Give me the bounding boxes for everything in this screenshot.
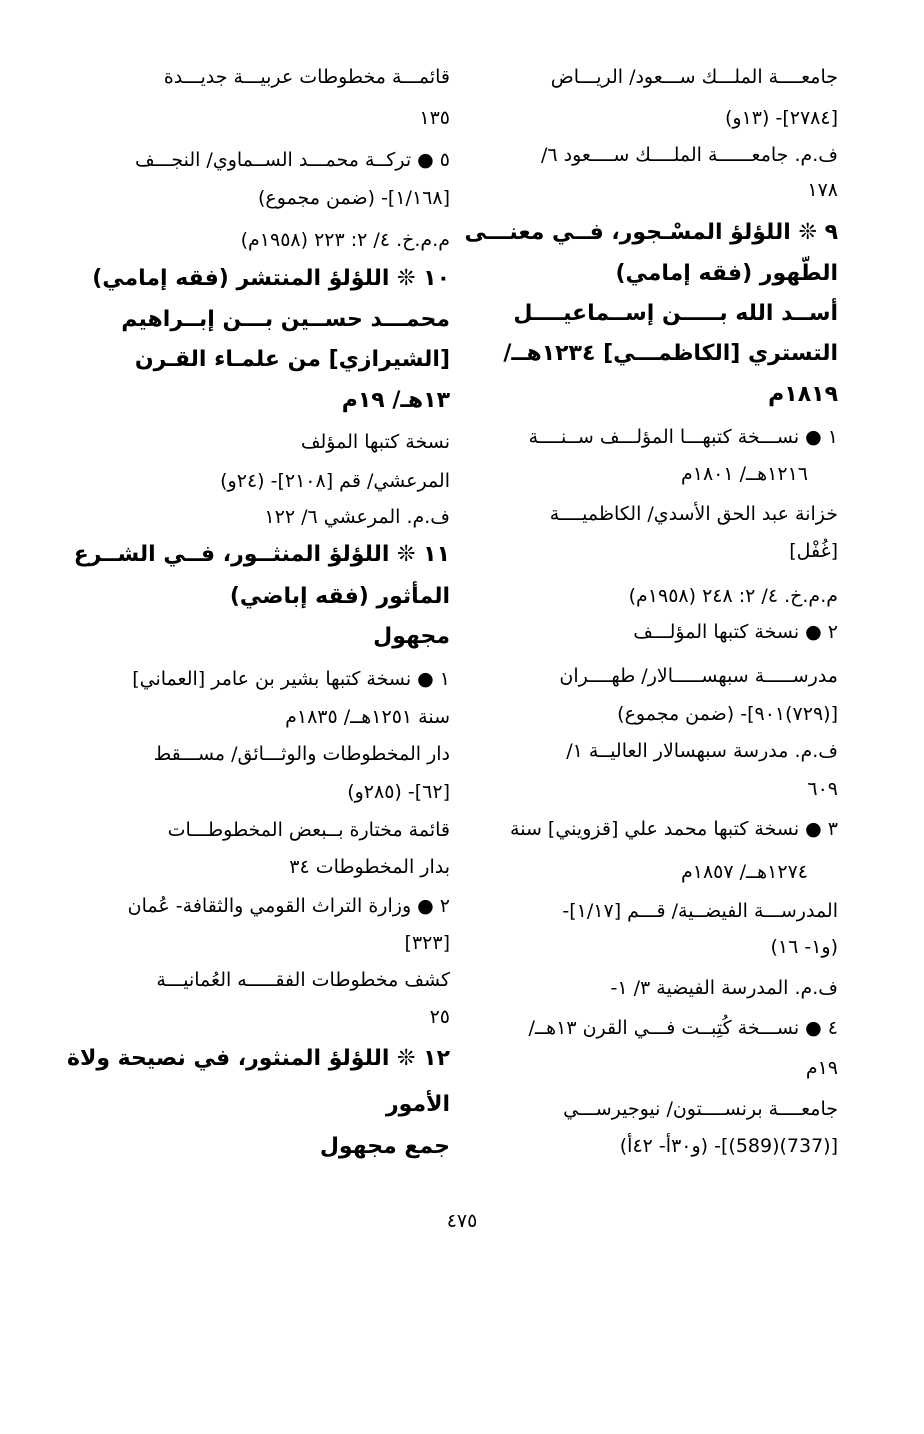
entry-heading: الأمور (385, 1092, 450, 1117)
entry-heading: مجهول (373, 624, 450, 649)
text-line: ف.م. المرعشي ٦/ ١٢٢ (264, 506, 450, 528)
entry-heading: ٩ ❊ اللؤلؤ المسْـجور، فــي معنـــى (464, 220, 838, 245)
right-column (464, 0, 838, 1200)
entry-heading: ١٠ ❊ اللؤلؤ المنتشر (فقه إمامي) (92, 266, 450, 291)
entry-heading: ١٢ ❊ اللؤلؤ المنثور، في نصيحة ولاة (66, 1046, 450, 1071)
entry-heading: جمع مجهول (319, 1134, 450, 1159)
text-line: قائمـــة مخطوطات عربيـــة جديـــدة (163, 66, 450, 88)
entry-heading: أســد الله بـــــن إســماعيــــل (513, 301, 838, 326)
text-line: سنة ١٢٥١هــ/ ١٨٣٥م (285, 706, 450, 728)
entry-heading: التستري [الكاظمـــي] ١٢٣٤هــ/ (503, 341, 838, 366)
text-line: جامعــــة برنســــتون/ نيوجيرســـي (563, 1098, 838, 1120)
text-line: ٢٥ (429, 1006, 450, 1028)
entry-heading: الطّهور (فقه إمامي) (615, 261, 838, 286)
entry-heading: ١٣هـ/ ١٩م (341, 388, 450, 413)
text-line: بدار المخطوطات ٣٤ (289, 856, 450, 878)
text-line: ١ ● نسخة كتبها بشير بن عامر [العماني] (132, 668, 450, 690)
text-line: نسخة كتبها المؤلف (300, 431, 450, 453)
entry-heading: ١٨١٩م (768, 382, 838, 407)
left-column (66, 0, 450, 1200)
text-line: [١/١٦٨]- (ضمن مجموع) (258, 187, 450, 209)
text-line: ١ ● نســـخة كتبهـــا المؤلـــف ســنــــة (528, 426, 838, 448)
text-line: م.م.خ. ٤/ ٢: ٢٢٣ (١٩٥٨م) (240, 229, 450, 251)
text-line: المرعشي/ قم [٢١٠٨]- (٢٤و) (220, 470, 450, 492)
text-line: [غُفْل] (789, 540, 838, 562)
text-line: خزانة عبد الحق الأسدي/ الكاظميــــة (549, 503, 838, 525)
text-line: (و١- ١٦) (770, 936, 838, 958)
text-line: كشف مخطوطات الفقـــــه العُمانيـــة (156, 969, 450, 991)
text-line: مدرســـــة سبهســـــالار/ طهــــران (559, 665, 838, 687)
text-line: ١٧٨ (807, 179, 838, 201)
text-line: ف.م. مدرسة سبهسالار العاليــة ١/ (566, 740, 838, 762)
text-line: [٢٧٨٤]- (١٣و) (725, 107, 838, 129)
page-number: ٤٧٥ (446, 1210, 478, 1232)
text-line: ف.م. جامعــــــة الملــــك ســــعود ٦/ (540, 144, 838, 166)
entry-heading: محمـــد حســين بـــن إبــراهيم (121, 307, 450, 332)
text-line: ٢ ● وزارة التراث القومي والثقافة- عُمان (127, 895, 450, 917)
entry-heading: ١١ ❊ اللؤلؤ المنثــور، فــي الشــرع (73, 542, 450, 567)
text-line: ١٩م (805, 1057, 838, 1079)
text-line: جامعــــة الملـــك ســـعود/ الريـــاض (550, 66, 838, 88)
text-line: ٢ ● نسخة كتبها المؤلـــف (633, 621, 838, 643)
text-line: م.م.خ. ٤/ ٢: ٢٤٨ (١٩٥٨م) (628, 585, 838, 607)
text-line: قائمة مختارة بــبعض المخطوطـــات (167, 819, 450, 841)
text-line: ٤ ● نســـخة كُتِبــت فـــي القرن ١٣هــ/ (528, 1017, 838, 1039)
text-line: ١٣٥ (419, 107, 450, 129)
text-line: [(٧٢٩)٩٠١]- (ضمن مجموع) (617, 703, 838, 725)
text-line: ف.م. المدرسة الفيضية ٣/ ١- (610, 977, 838, 999)
text-line: ١٢١٦هــ/ ١٨٠١م (680, 463, 808, 485)
entry-heading: [الشيرازي] من علمـاء القـرن (134, 347, 450, 372)
text-line: ٣ ● نسخة كتبها محمد علي [قزويني] سنة (510, 818, 838, 840)
text-line: ١٢٧٤هــ/ ١٨٥٧م (680, 861, 808, 883)
text-line: [(737)(589)]- (و٣٠أ- ٤٢أ) (619, 1135, 838, 1157)
text-line: ٥ ● تركــة محمـــد الســماوي/ النجـــف (134, 149, 450, 171)
text-line: [٦٢]- (٢٨٥و) (347, 781, 450, 803)
text-line: دار المخطوطات والوثـــائق/ مســـقط (153, 743, 450, 765)
text-line: المدرســـة الفيضــية/ قـــم [١/١٧]- (562, 900, 838, 922)
entry-heading: المأثور (فقه إباضي) (229, 584, 450, 609)
text-line: ٦٠٩ (807, 778, 838, 800)
text-line: [٣٢٣] (404, 932, 450, 954)
